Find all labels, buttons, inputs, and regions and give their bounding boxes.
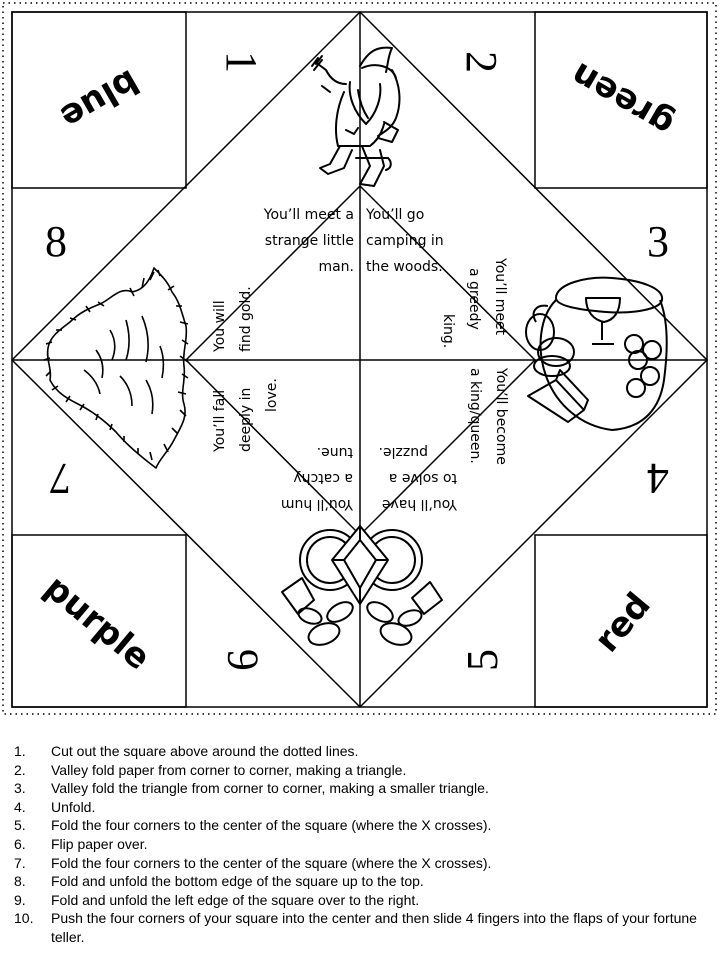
instruction-number: 3. [14,780,26,797]
fortune-2-line: camping in [366,233,444,249]
instruction-number: 4. [14,798,26,815]
fortune-1-line: strange little [264,233,354,249]
treasure-pot-icon [526,278,667,430]
fortune-1-line: man. [318,259,354,275]
fortune-6-line: a catchy [293,470,353,486]
number-label-5: 5 [458,649,507,671]
instruction-number: 10. [14,910,34,927]
instruction-number: 2. [14,761,26,778]
fortune-3-line: a greedy [466,268,482,330]
fortune-2-line: the woods. [366,259,443,275]
fortune-1 [263,207,354,275]
number-label-1: 1 [217,51,266,73]
number-label-8: 8 [45,217,67,266]
fortune-6-line: You’ll hum [280,496,353,512]
fortune-4 [467,367,509,465]
instruction-text: Fold and unfold the bottom edge of the square up to the top. [51,873,424,890]
fortune-6-line: tune. [316,444,353,460]
fortune-8-line: You will [212,300,228,352]
fortune-2-line: You’ll go [366,207,425,223]
fortune-2 [365,207,444,275]
number-label-3: 3 [647,217,669,266]
instruction-item [14,872,704,891]
instruction-number: 6. [14,835,26,852]
fortune-8 [212,286,254,353]
number-label-6: 6 [218,649,267,671]
fortune-3 [440,257,508,348]
fur-pelt-icon [44,268,188,468]
instruction-number: 5. [14,817,26,834]
instruction-item [14,761,704,780]
fortune-5 [379,444,458,512]
instruction-text: Valley fold the triangle from corner to corner, making a smaller triangle. [51,780,489,797]
number-label-2: 2 [457,51,506,73]
instruction-item [14,854,704,873]
instruction-item [14,891,704,910]
instruction-item [14,779,704,798]
instruction-item [14,909,704,946]
instruction-text: Valley fold paper from corner to corner, making a triangle. [51,761,407,778]
fortune-3-line: You’ll meet [492,258,508,336]
color-label-blue: blue [53,60,146,138]
wizard-icon [312,48,399,186]
instruction-item [14,742,704,761]
instruction-text: Flip paper over. [51,835,148,852]
color-label-red: red [586,585,659,661]
fortune-5-line: You’ll have [381,496,457,512]
fortune-3-line: king. [440,314,456,349]
color-label-green: green [564,53,681,145]
instruction-number: 1. [14,743,26,759]
fortune-5-line: to solve a [388,470,457,486]
fortune-7-line: You’ll fall [212,389,228,452]
number-label-4: 4 [647,454,669,503]
fortune-7 [212,378,280,453]
fortune-5-line: puzzle. [378,444,428,460]
instructions-list [14,742,704,947]
instruction-item [14,835,704,854]
instruction-text: Fold the four corners to the center of the square (where the X crosses). [51,817,492,834]
instruction-item [14,816,704,835]
instruction-number: 7. [14,854,26,871]
fortune-7-line: love. [264,378,280,412]
instruction-number: 9. [14,891,26,908]
rings-gem-icon [282,526,442,649]
instruction-text: Fold the four corners to the center of the square (where the X crosses). [51,854,492,871]
number-label-7: 7 [49,454,71,503]
instruction-item [14,798,704,817]
instruction-text: Push the four corners of your square into the center and then slide 4 fingers into the flaps of your fortune teller. [51,910,697,945]
instruction-text: Fold and unfold the left edge of the square over to the right. [51,891,420,908]
fortune-6 [281,444,354,512]
fortune-8-line: find gold. [238,286,254,352]
fortune-4-line: a king/queen. [467,368,483,464]
instruction-text: Unfold. [51,798,96,815]
fortune-7-line: deeply in [238,387,254,452]
instruction-text: Cut out the square above around the dotted lines. [51,743,359,759]
color-label-purple: purple [36,567,158,679]
instruction-number: 8. [14,873,26,890]
fortune-4-line: You’ll become [493,368,509,465]
fortune-1-line: You’ll meet a [263,207,354,223]
